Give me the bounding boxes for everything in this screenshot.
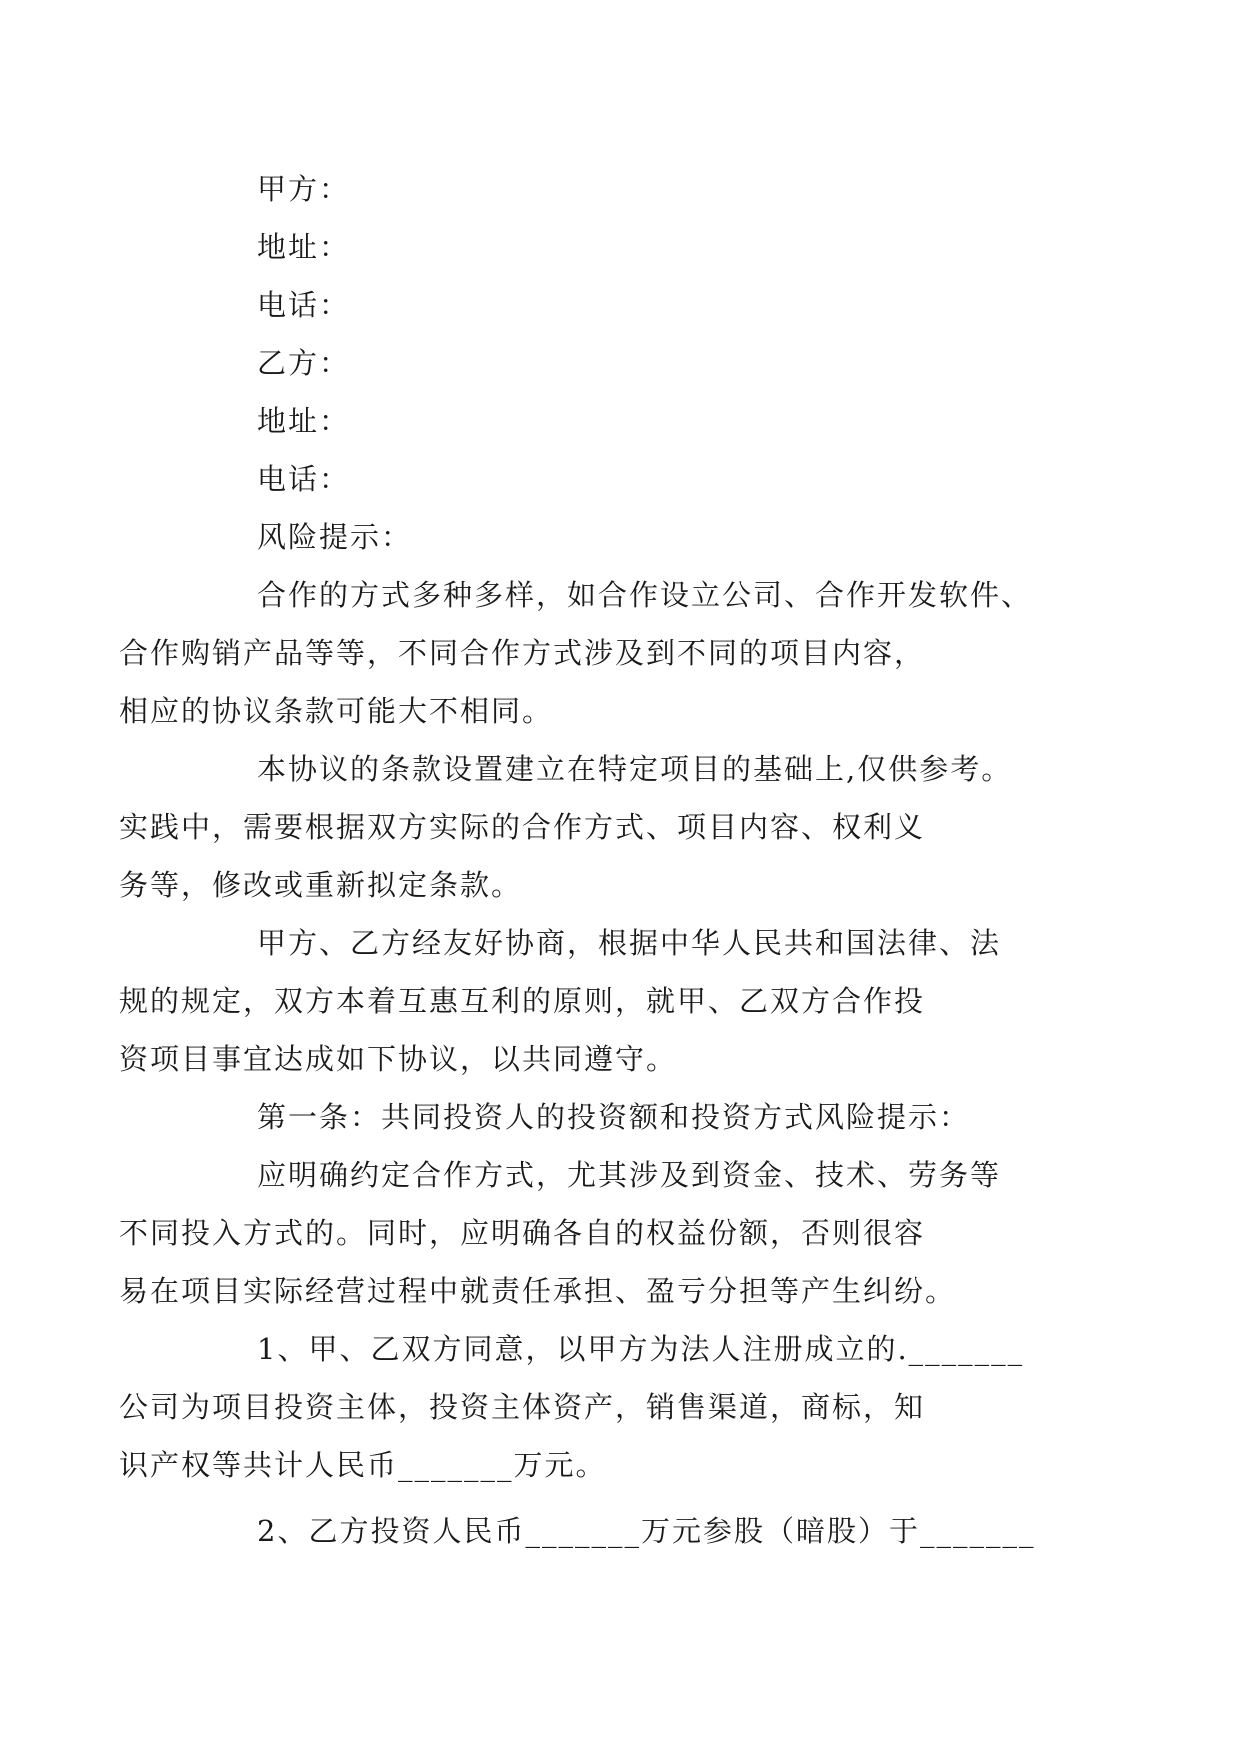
party-b-phone-label: 电话： bbox=[257, 462, 351, 496]
clause-1 bbox=[119, 1320, 1068, 1494]
paragraph-line: 合作购销产品等等，不同合作方式涉及到不同的项目内容， bbox=[119, 636, 926, 670]
party-b-label: 乙方： bbox=[257, 346, 351, 380]
paragraph-reference-only bbox=[119, 740, 1068, 914]
paragraph-line: 2、乙方投资人民币_______万元参股（暗股）于_______ bbox=[257, 1514, 1036, 1548]
party-a-address-label: 地址： bbox=[257, 230, 351, 264]
risk-notice-heading: 风险提示： bbox=[257, 520, 413, 554]
paragraph-line: 本协议的条款设置建立在特定项目的基础上,仅供参考。 bbox=[257, 752, 1013, 786]
paragraph-line: 资项目事宜达成如下协议，以共同遵守。 bbox=[119, 1042, 678, 1076]
paragraph-line: 识产权等共计人民币_______万元。 bbox=[119, 1448, 607, 1482]
paragraph-line: 规的规定，双方本着互惠互利的原则，就甲、乙双方合作投 bbox=[119, 984, 926, 1018]
party-a-label: 甲方： bbox=[257, 172, 351, 206]
paragraph-line: 1、甲、乙双方同意，以甲方为法人注册成立的._______ bbox=[257, 1332, 1025, 1366]
article-one-heading bbox=[188, 1088, 1068, 1146]
paragraph-cooperation-methods bbox=[119, 566, 1068, 740]
document-body bbox=[119, 160, 1068, 1560]
clause-2 bbox=[188, 1502, 1068, 1560]
paragraph-line: 易在项目实际经营过程中就责任承担、盈亏分担等产生纠纷。 bbox=[119, 1274, 957, 1308]
paragraph-line: 相应的协议条款可能大不相同。 bbox=[119, 694, 554, 728]
paragraph-risk-explanation bbox=[119, 1146, 1068, 1320]
party-b-address-label: 地址： bbox=[257, 404, 351, 438]
party-a-phone-label: 电话： bbox=[257, 288, 351, 322]
paragraph-agreement-intro bbox=[119, 914, 1068, 1088]
paragraph-line: 务等，修改或重新拟定条款。 bbox=[119, 868, 523, 902]
paragraph-line: 公司为项目投资主体，投资主体资产，销售渠道，商标，知 bbox=[119, 1390, 926, 1424]
paragraph-line: 应明确约定合作方式，尤其涉及到资金、技术、劳务等 bbox=[257, 1158, 1002, 1192]
paragraph-line: 甲方、乙方经友好协商，根据中华人民共和国法律、法 bbox=[257, 926, 1002, 960]
paragraph-line: 第一条：共同投资人的投资额和投资方式风险提示： bbox=[257, 1100, 971, 1134]
paragraph-line: 合作的方式多种多样，如合作设立公司、合作开发软件、 bbox=[257, 578, 1033, 612]
paragraph-line: 不同投入方式的。同时，应明确各自的权益份额，否则很容 bbox=[119, 1216, 926, 1250]
paragraph-line: 实践中，需要根据双方实际的合作方式、项目内容、权利义 bbox=[119, 810, 926, 844]
